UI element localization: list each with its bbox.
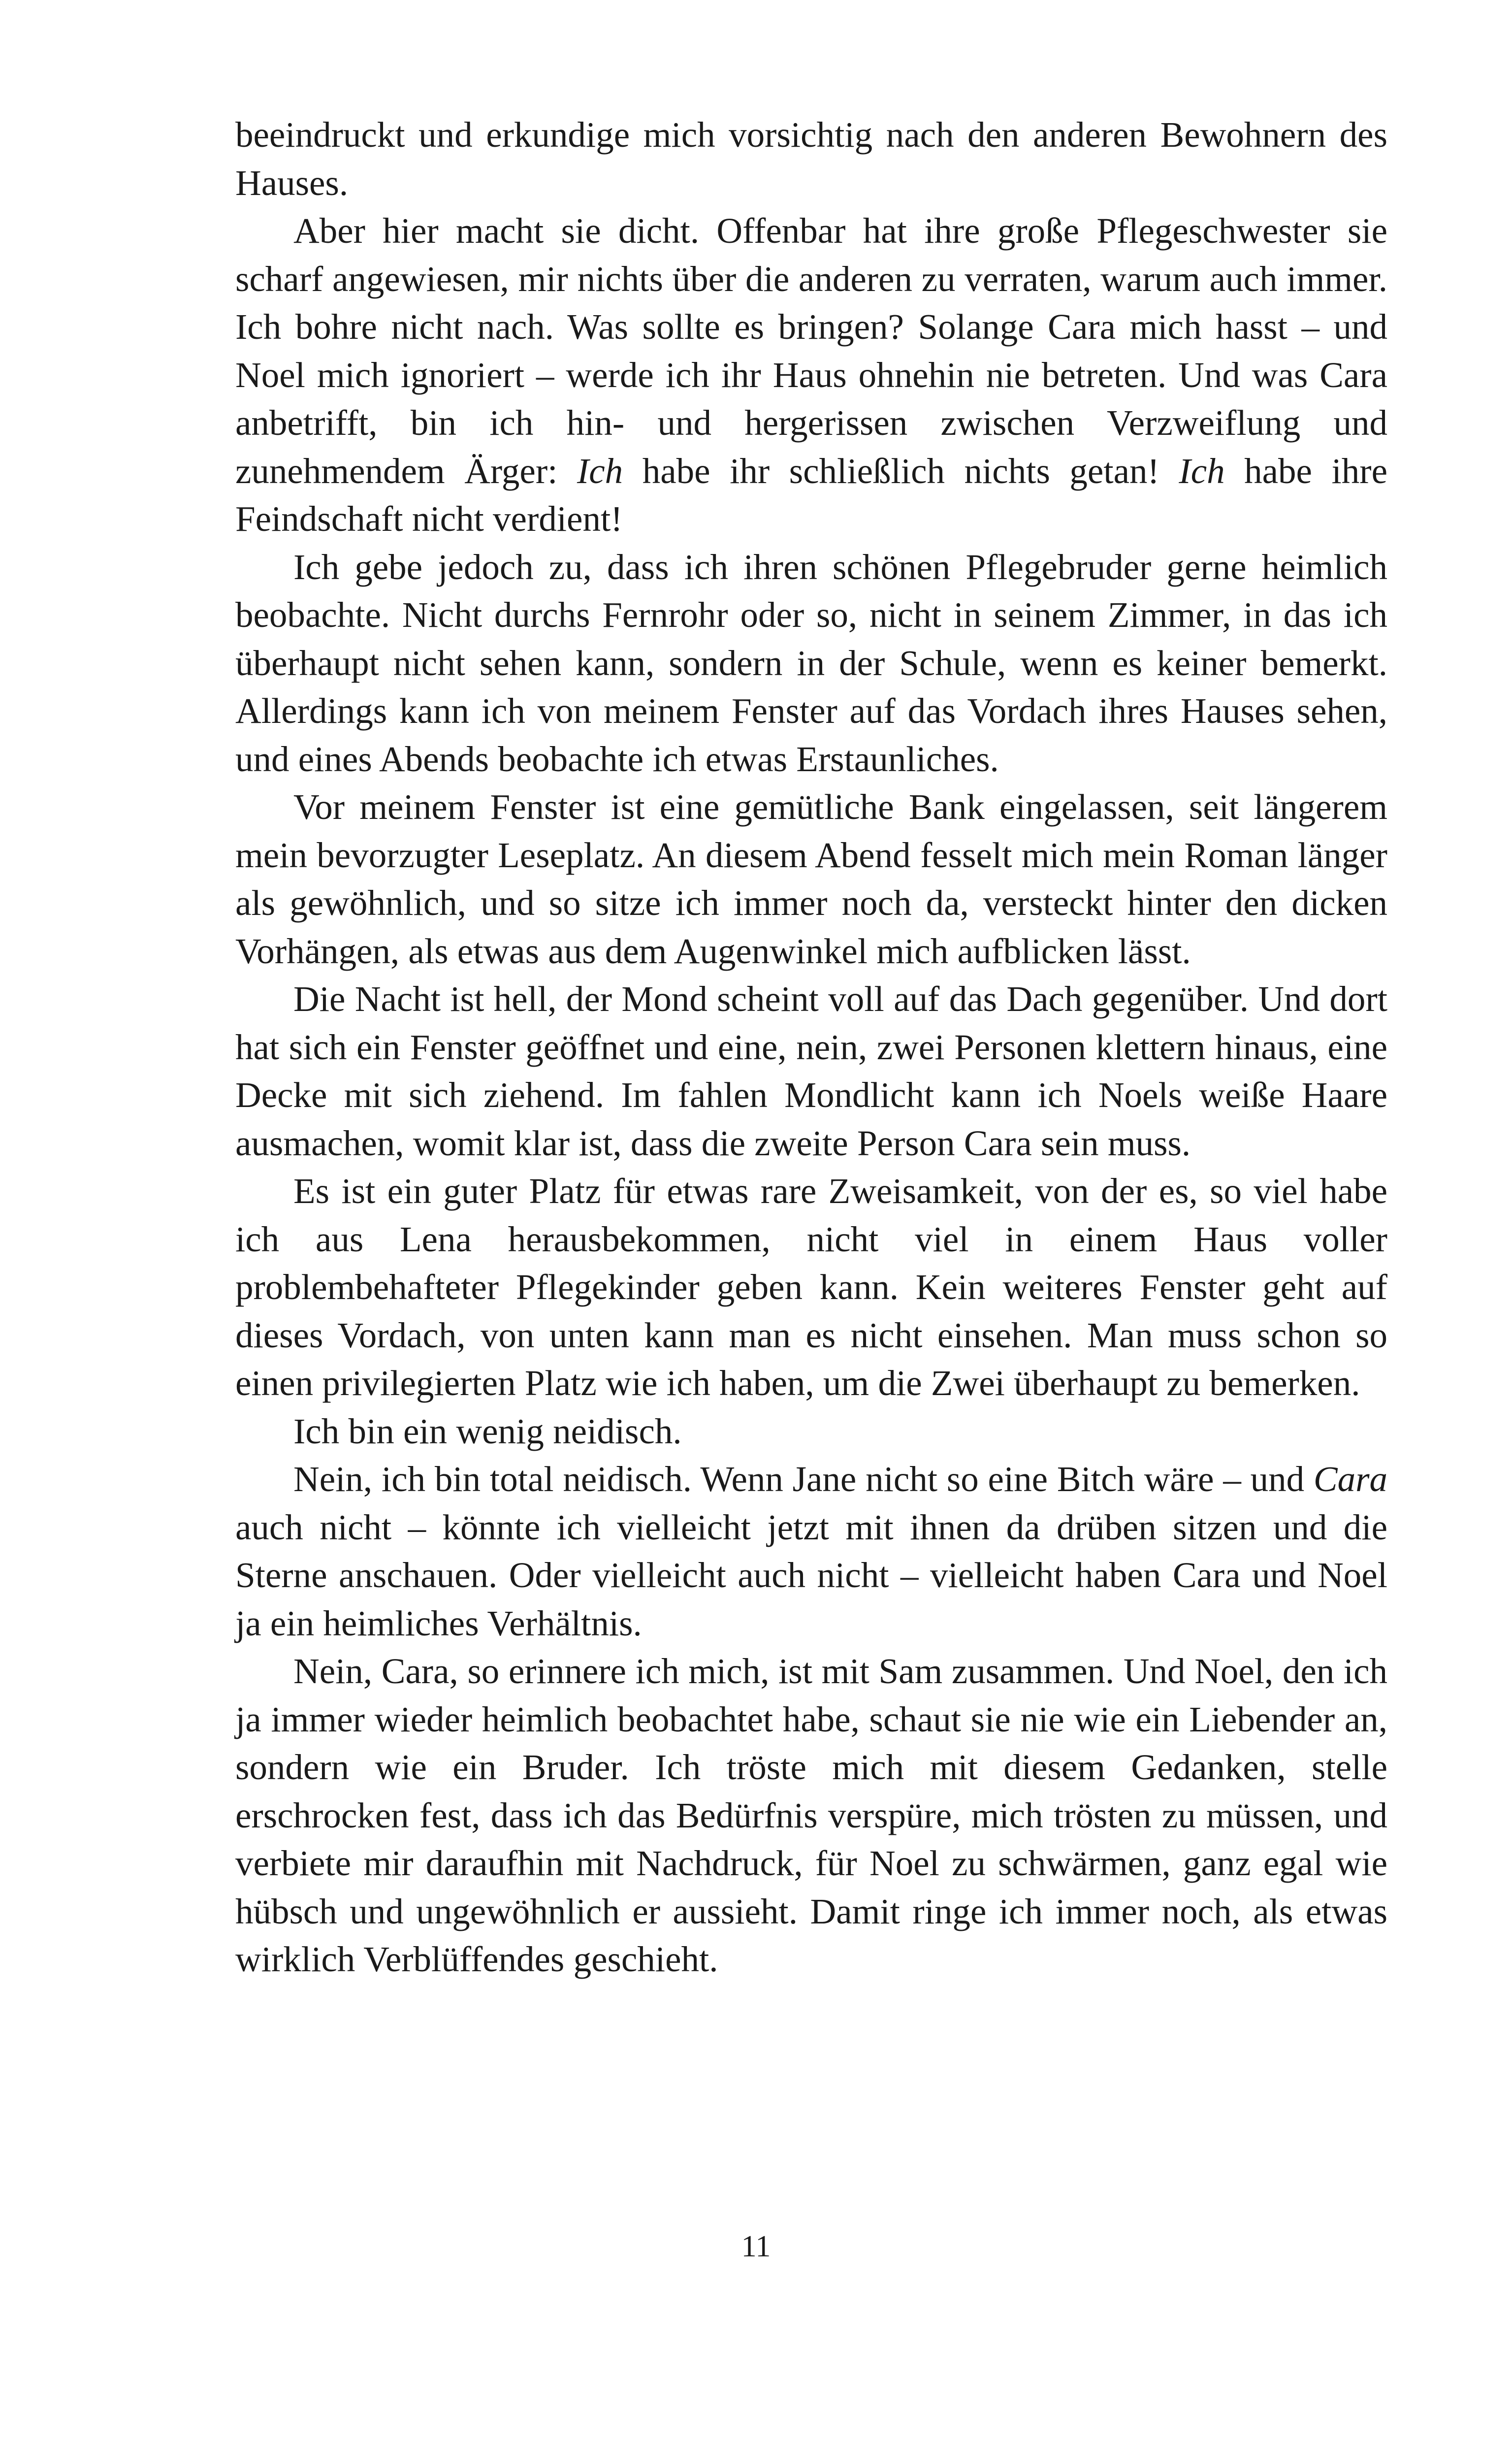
paragraph: [235, 1407, 1387, 1456]
text-segment: Nein, Cara, so erinnere ich mich, ist mit Sam zusammen. Und Noel, den ich ja immer wieder heimlich beobachtet habe, schaut sie nie wie ein Liebender an, sondern wie ein Bruder. Ich tröste mich mit diesem Gedanken, stelle erschrocken fest, dass ich das Bedürfnis verspüre, mich trösten zu müssen, und verbiete mir daraufhin mit Nachdruck, für Noel zu schwärmen, ganz egal wie hübsch und ungewöhnlich er aussieht. Damit ringe ich immer noch, als etwas wirklich Verblüffendes geschieht.: [235, 1651, 1387, 1979]
text-segment: beeindruckt und erkundige mich vorsichtig nach den anderen Bewohnern des Hauses.: [235, 115, 1387, 203]
text-segment: Die Nacht ist hell, der Mond scheint voll auf das Dach gegenüber. Und dort hat sich ein Fenster geöffnet und eine, nein, zwei Personen klettern hinaus, eine Decke mit sich ziehend. Im fahlen Mondlicht kann ich Noels weiße Haare ausmachen, womit klar ist, dass die zweite Person Cara sein muss.: [235, 979, 1387, 1163]
paragraph: [235, 1647, 1387, 1984]
body-text: [235, 111, 1387, 1984]
text-segment: habe ihre Feindschaft nicht verdient!: [235, 451, 1388, 539]
paragraph: [235, 975, 1387, 1167]
text-segment: Aber hier macht sie dicht. Offenbar hat ihre große Pflegeschwester sie scharf angewiesen, mir nichts über die anderen zu verraten, warum auch immer. Ich bohre nicht nach. Was sollte es bringen? Solange Cara mich hasst – und Noel mich ignoriert – werde ich ihr Haus ohnehin nie betreten. Und was Cara anbetrifft, bin ich hin- und hergerissen zwischen Verzweiflung und zunehmendem Ärger:: [235, 211, 1387, 491]
text-segment: Nein, ich bin total neidisch. Wenn Jane nicht so eine Bitch wäre – und: [293, 1459, 1314, 1499]
paragraph: [235, 783, 1387, 975]
paragraph: [235, 207, 1387, 543]
emphasized-text: Ich: [577, 451, 623, 491]
text-segment: Vor meinem Fenster ist eine gemütliche Bank eingelassen, seit längerem mein bevorzugter Leseplatz. An diesem Abend fesselt mich mein Roman länger als gewöhnlich, und so sitze ich immer noch da, versteckt hinter den dicken Vorhängen, als etwas aus dem Augenwinkel mich aufblicken lässt.: [235, 787, 1387, 971]
paragraph: [235, 1455, 1387, 1647]
text-segment: Ich bin ein wenig neidisch.: [293, 1411, 682, 1451]
paragraph: [235, 543, 1387, 783]
text-segment: Es ist ein guter Platz für etwas rare Zweisamkeit, von der es, so viel habe ich aus Lena herausbekommen, nicht viel in einem Haus voller problembehafteter Pflegekinder geben kann. Kein weiteres Fenster geht auf dieses Vordach, von unten kann man es nicht einsehen. Man muss schon so einen privilegierten Platz wie ich haben, um die Zwei überhaupt zu bemerken.: [235, 1171, 1387, 1403]
emphasized-text: Ich: [1179, 451, 1225, 491]
page-number: 11: [741, 2230, 771, 2263]
text-segment: auch nicht – könnte ich vielleicht jetzt mit ihnen da drüben sitzen und die Sterne anschauen. Oder vielleicht auch nicht – vielleicht haben Cara und Noel ja ein heimliches Verhältnis.: [235, 1507, 1387, 1643]
emphasized-text: Cara: [1313, 1459, 1387, 1499]
text-segment: Ich gebe jedoch zu, dass ich ihren schönen Pflegebruder gerne heimlich beobachte. Nicht durchs Fernrohr oder so, nicht in seinem Zimmer, in das ich überhaupt nicht sehen kann, sondern in der Schule, wenn es keiner bemerkt. Allerdings kann ich von meinem Fenster auf das Vordach ihres Hauses sehen, und eines Abends beobachte ich etwas Erstaunliches.: [235, 547, 1387, 779]
paragraph: [235, 111, 1387, 207]
paragraph: [235, 1167, 1387, 1407]
text-segment: habe ihr schließlich nichts getan!: [623, 451, 1179, 491]
